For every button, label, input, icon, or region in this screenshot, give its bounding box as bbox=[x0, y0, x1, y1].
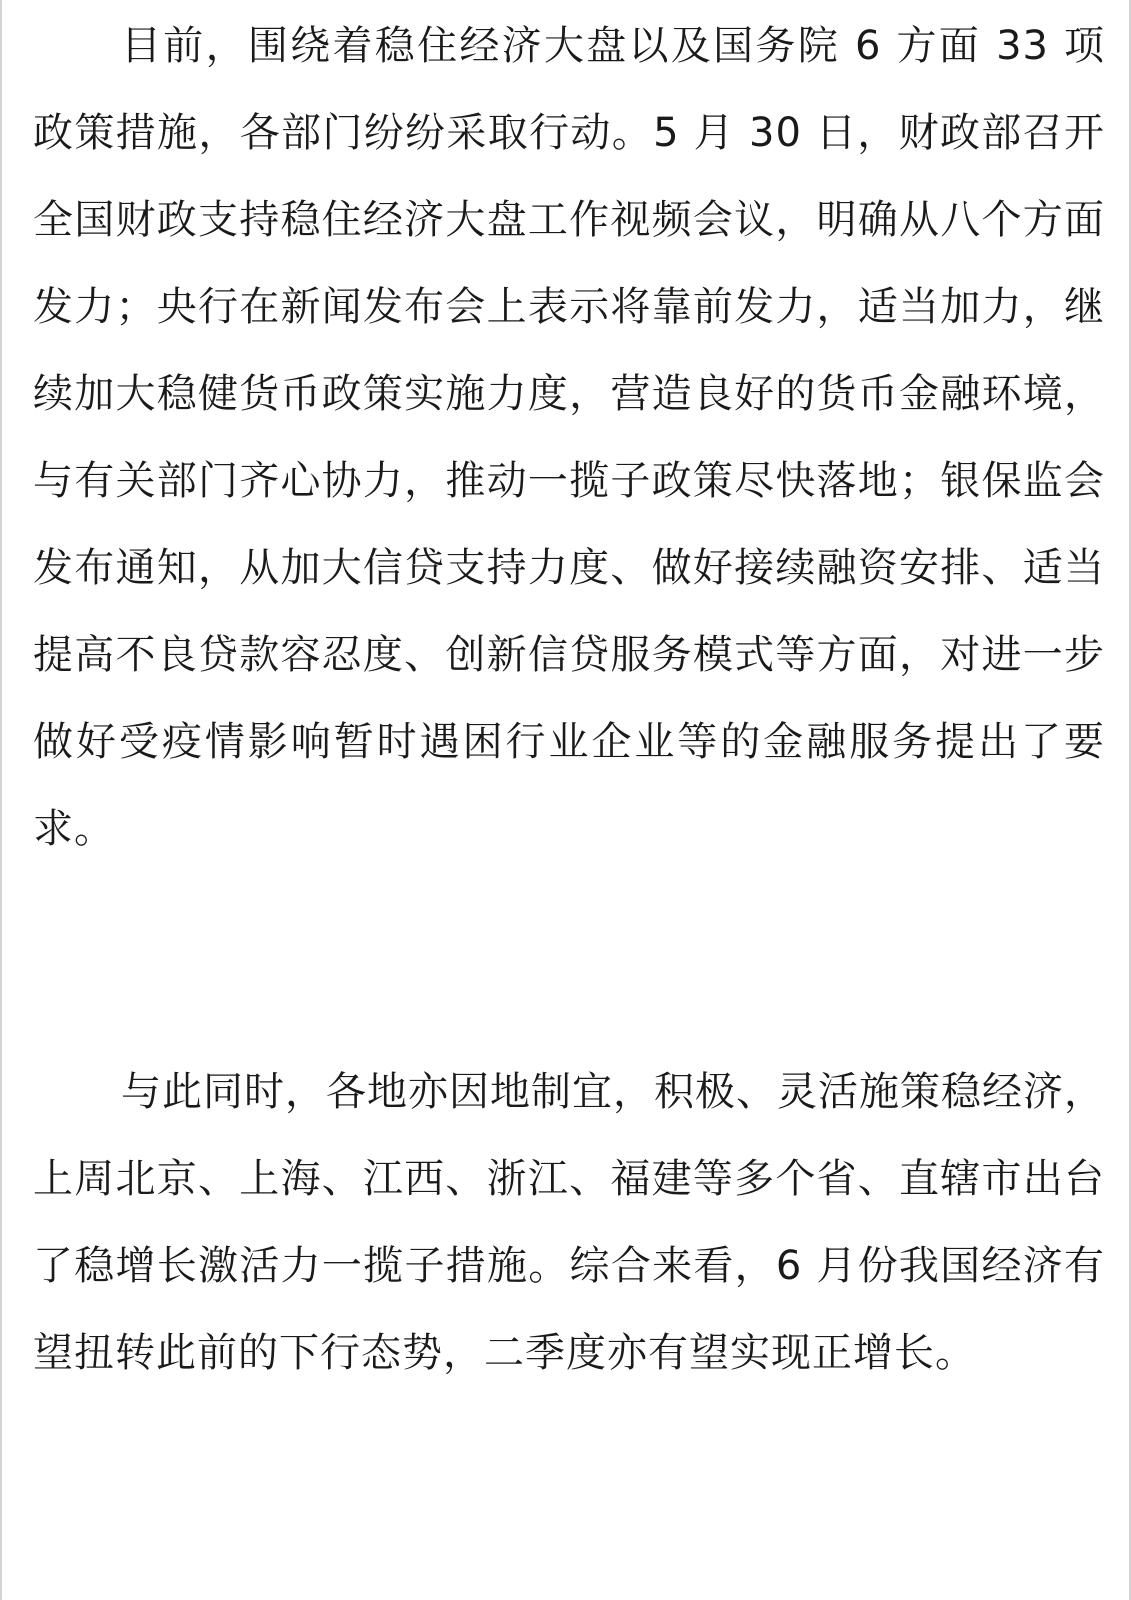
paragraph-local-measures: 与此同时，各地亦因地制宜，积极、灵活施策稳经济，上周北京、上海、江西、浙江、福建等多个省、直辖市出台了稳增长激活力一揽子措施。综合来看，6 月份我国经济有望扭转此前的下行态势，二季度亦有望实现正增长。 bbox=[33, 1069, 1105, 1376]
paragraph-policy-measures: 目前，围绕着稳住经济大盘以及国务院 6 方面 33 项政策措施，各部门纷纷采取行动。5 月 30 日，财政部召开全国财政支持稳住经济大盘工作视频会议，明确从八个方面发力；央行在新闻发布会上表示将靠前发力，适当加力，继续加大稳健货币政策实施力度，营造良好的货币金融环境，与有关部门齐心协力，推动一揽子政策尽快落地；银保监会发布通知，从加大信贷支持力度、做好接续融资安排、适当提高不良贷款容忍度、创新信贷服务模式等方面，对进一步做好受疫情影响暂时遇困行业企业等的金融服务提出了要求。 bbox=[33, 23, 1105, 852]
